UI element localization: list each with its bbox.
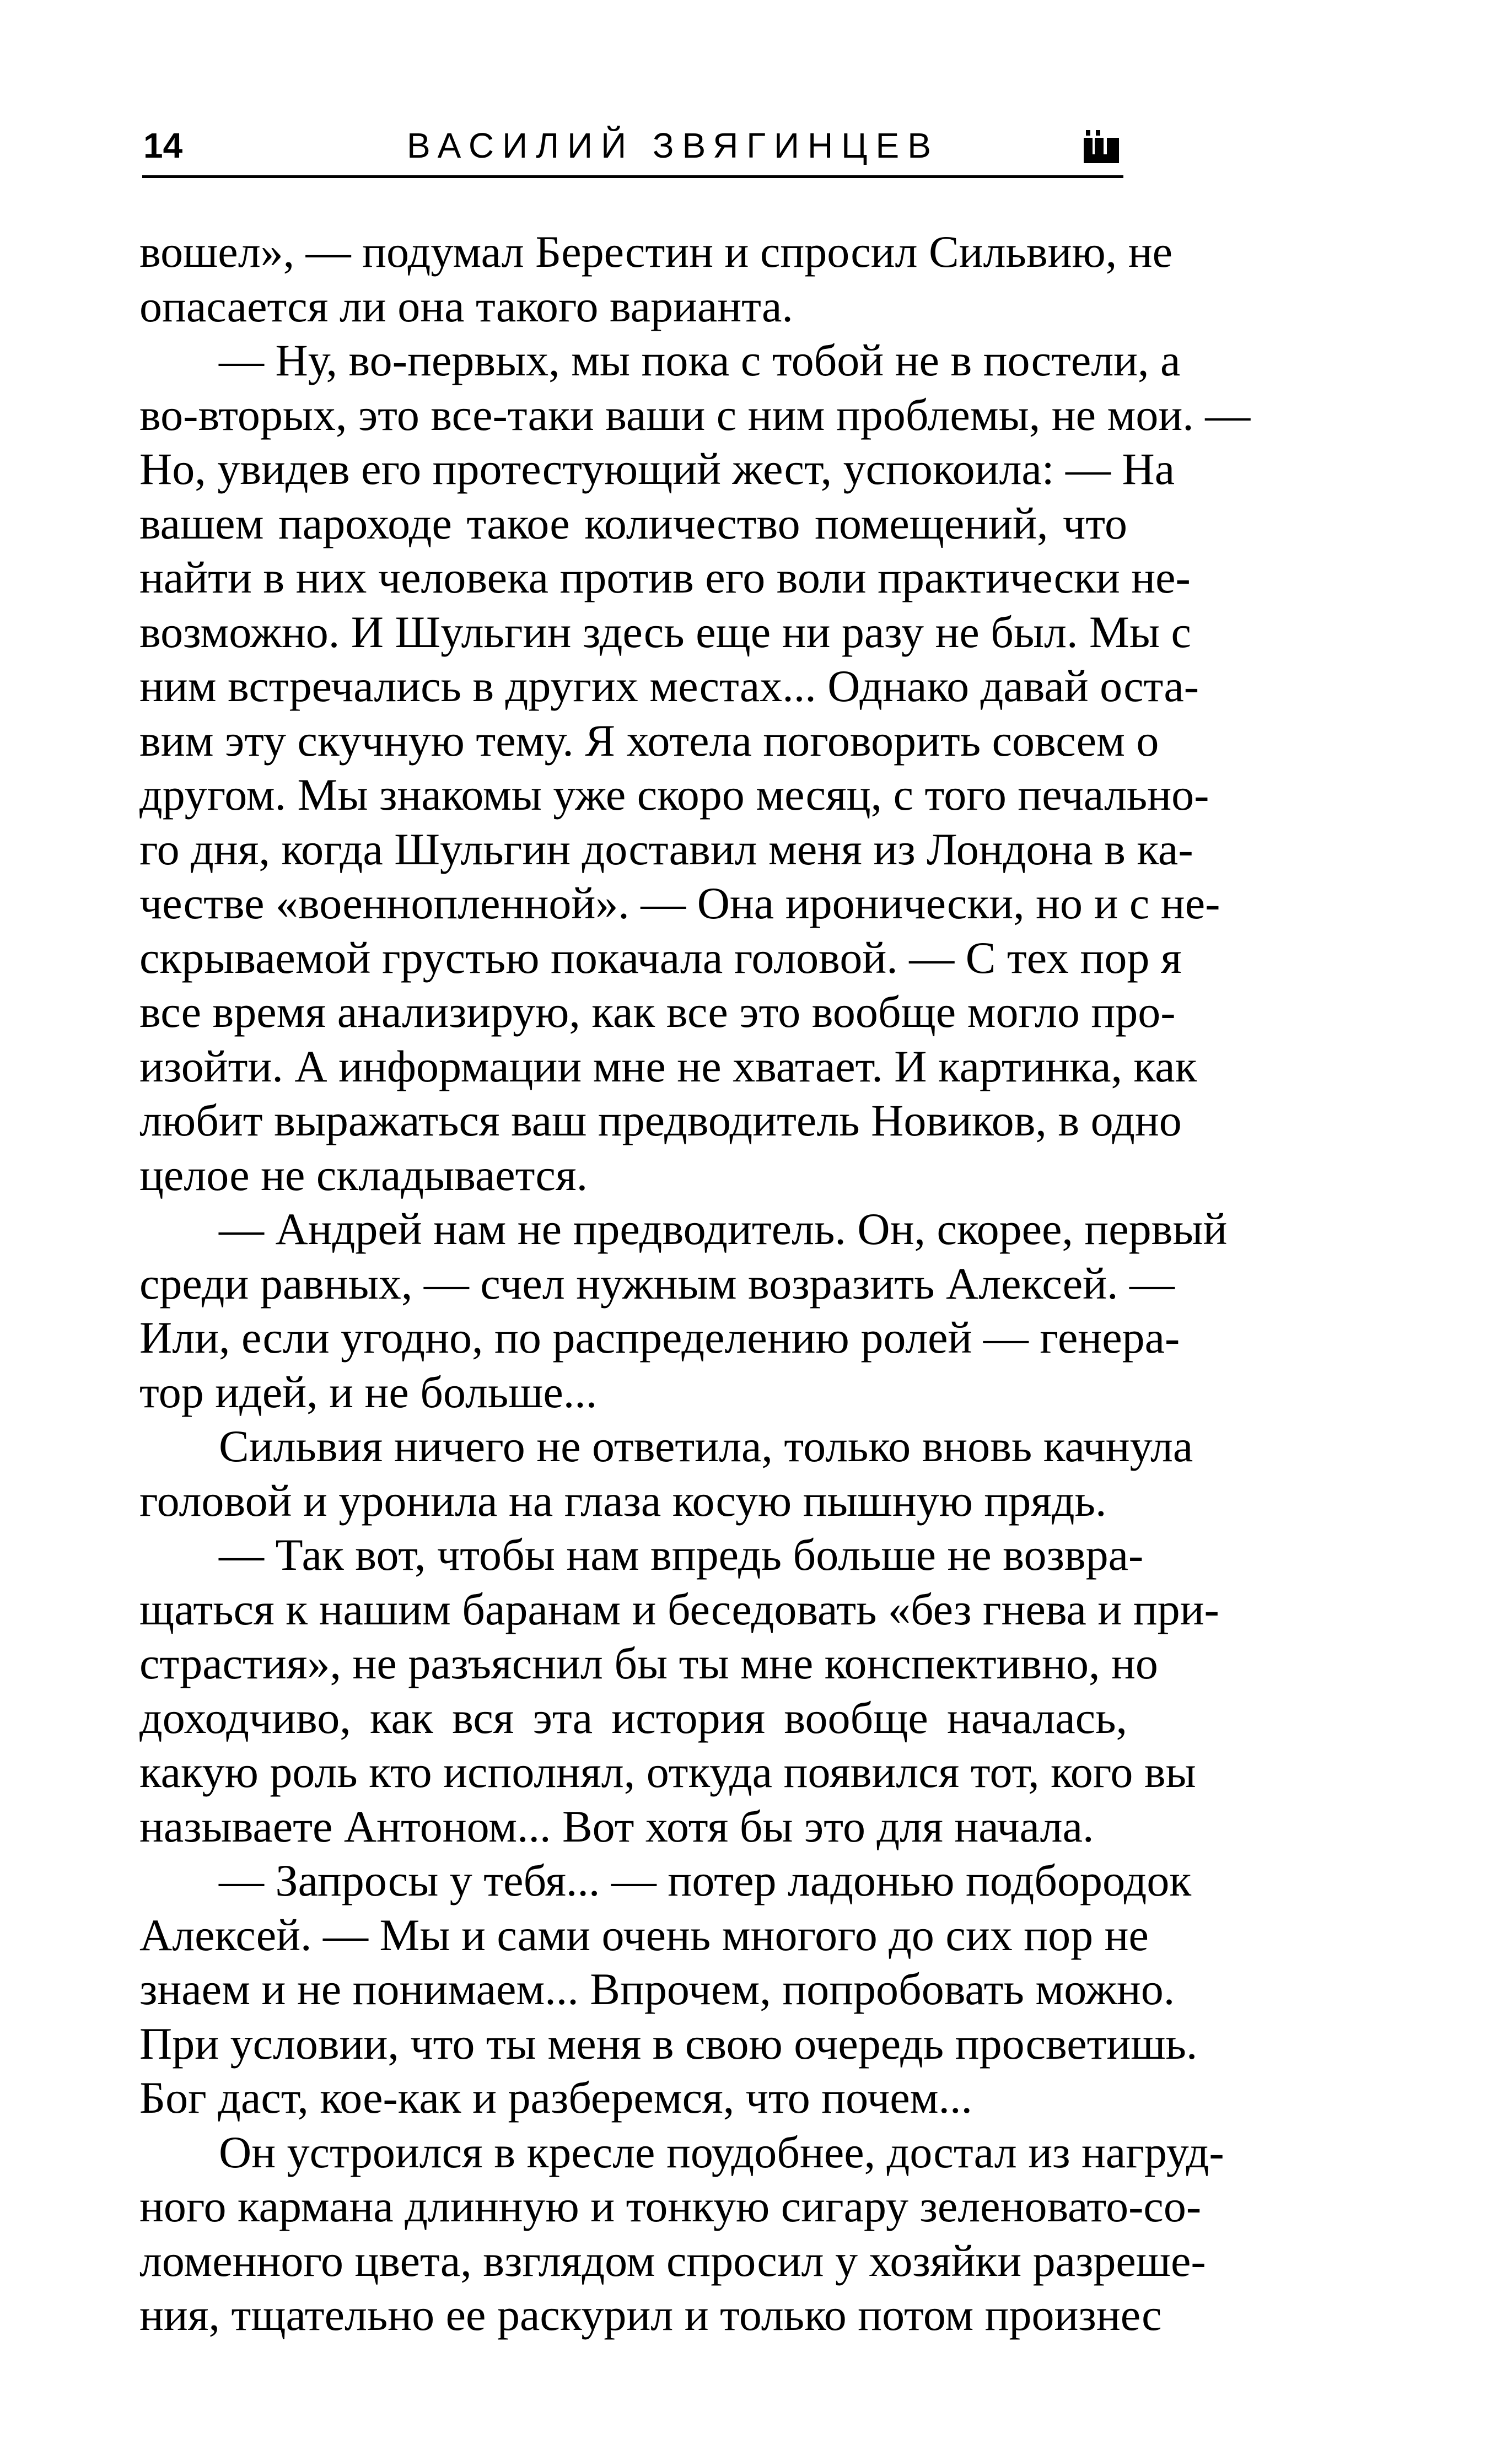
text-line: все время анализирую, как все это вообще могло про- xyxy=(139,987,1176,1037)
text-line: опасается ли она такого варианта. xyxy=(139,281,793,331)
text-line: скрываемой грустью покачала головой. — С тех пор я xyxy=(139,932,1182,983)
text-line: вим эту скучную тему. Я хотела поговорить совсем о xyxy=(139,715,1159,766)
page-number: 14 xyxy=(143,126,183,165)
text-line: называете Антоном... Вот хотя бы это для начала. xyxy=(139,1801,1094,1851)
text-line: Или, если угодно, по распределению ролей — генера- xyxy=(139,1312,1180,1363)
text-line: ломенного цвета, взглядом спросил у хозяйки разреше- xyxy=(139,2235,1206,2286)
text-line: Но, увидев его протестующий жест, успокоила: — На xyxy=(139,444,1175,494)
text-line: вашем пароходе такое количество помещений, что xyxy=(139,498,1127,548)
text-line: другом. Мы знакомы уже скоро месяц, с того печально- xyxy=(139,769,1209,820)
text-line: возможно. И Шульгин здесь еще ни разу не был. Мы с xyxy=(139,606,1191,657)
text-line: страстия», не разъяснил бы ты мне конспективно, но xyxy=(139,1638,1158,1688)
text-line: — Так вот, чтобы нам впредь больше не возвра- xyxy=(219,1530,1144,1580)
running-head-author: ВАСИЛИЙ ЗВЯГИНЦЕВ xyxy=(407,126,939,165)
publisher-logo-icon xyxy=(1083,130,1121,164)
text-line: вошел», — подумал Берестин и спросил Сильвию, не xyxy=(139,227,1172,277)
text-line: изойти. А информации мне не хватает. И картинка, как xyxy=(139,1041,1197,1091)
text-line: любит выражаться ваш предводитель Новиков, в одно xyxy=(139,1095,1182,1145)
text-line: Сильвия ничего не ответила, только вновь качнула xyxy=(219,1421,1193,1471)
text-line: какую роль кто исполнял, откуда появился тот, кого вы xyxy=(139,1747,1196,1797)
text-line: во-вторых, это все-таки ваши с ним проблемы, не мои. — xyxy=(139,389,1251,440)
text-line: ним встречались в других местах... Однако давай оста- xyxy=(139,661,1199,711)
text-line: го дня, когда Шульгин доставил меня из Лондона в ка- xyxy=(139,823,1193,874)
text-line: среди равных, — счел нужным возразить Алексей. — xyxy=(139,1258,1175,1309)
text-line: ного кармана длинную и тонкую сигару зеленовато-со- xyxy=(139,2181,1202,2231)
text-line: Бог даст, кое-как и разберемся, что почем... xyxy=(139,2072,972,2123)
text-line: найти в них человека против его воли практически не- xyxy=(139,552,1191,602)
text-line: знаем и не понимаем... Впрочем, попробовать можно. xyxy=(139,1964,1175,2014)
running-header xyxy=(142,122,1123,178)
text-line: Алексей. — Мы и сами очень многого до сих пор не xyxy=(139,1909,1149,1960)
text-line: честве «военнопленной». — Она иронически, но и с не- xyxy=(139,878,1220,928)
text-line: головой и уронила на глаза косую пышную прядь. xyxy=(139,1475,1107,1526)
text-line: доходчиво, как вся эта история вообще началась, xyxy=(139,1692,1127,1743)
text-line: целое не складывается. xyxy=(139,1149,588,1200)
text-line: щаться к нашим баранам и беседовать «без гнева и при- xyxy=(139,1584,1219,1634)
text-line: — Андрей нам не предводитель. Он, скорее, первый xyxy=(219,1204,1228,1254)
text-line: — Запросы у тебя... — потер ладонью подбородок xyxy=(219,1855,1192,1905)
text-line: тор идей, и не больше... xyxy=(139,1366,598,1417)
text-line: При условии, что ты меня в свою очередь просветишь. xyxy=(139,2018,1198,2069)
text-line: ния, тщательно ее раскурил и только потом произнес xyxy=(139,2290,1162,2340)
text-line: — Ну, во-первых, мы пока с тобой не в постели, а xyxy=(219,335,1181,385)
body-text xyxy=(139,225,1251,2343)
text-line: Он устроился в кресле поудобнее, достал из нагруд- xyxy=(219,2127,1224,2177)
